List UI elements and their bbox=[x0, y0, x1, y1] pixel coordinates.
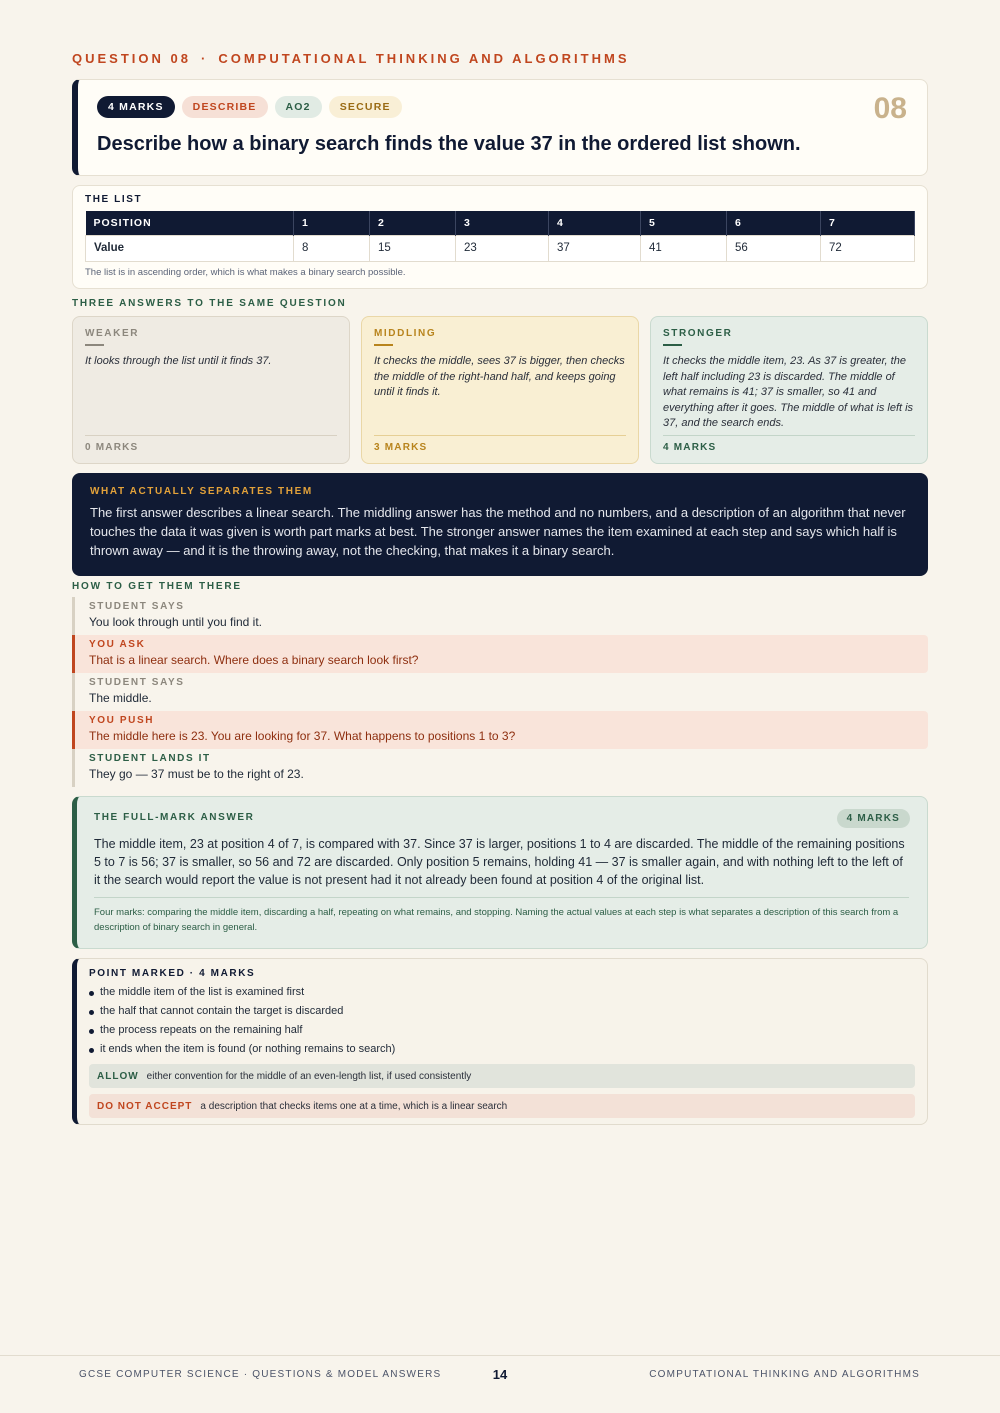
dialog-row-student-lands bbox=[72, 749, 928, 787]
dialog-line: They go — 37 must be to the right of 23. bbox=[89, 767, 304, 781]
page bbox=[72, 0, 928, 1125]
list-card bbox=[72, 185, 928, 289]
full-mark-answer-label: THE FULL-MARK ANSWER bbox=[94, 812, 255, 823]
dialog-line: You look through until you find it. bbox=[89, 615, 263, 629]
position-cell: 3 bbox=[456, 211, 549, 235]
position-cell: 1 bbox=[294, 211, 370, 235]
header-separator: · bbox=[200, 51, 209, 66]
middling-answer-label: MIDDLING bbox=[374, 328, 437, 339]
question-text: Describe how a binary search finds the value 37 in the ordered list shown. bbox=[97, 133, 801, 155]
allow-text: either convention for the middle of an even-length list, if used consistently bbox=[146, 1070, 472, 1082]
weaker-answer-label: WEAKER bbox=[85, 328, 140, 339]
dialog-speaker: STUDENT SAYS bbox=[89, 677, 185, 688]
dialog-line: The middle. bbox=[89, 691, 152, 705]
full-mark-answer-note: Four marks: comparing the middle item, discarding a half, repeating on what remains, and stopping. Naming the actual values at each step is what separates a description of this search from a description of binary search in general. bbox=[94, 897, 909, 935]
value-cell: 8 bbox=[294, 235, 370, 261]
position-cell: 7 bbox=[821, 211, 915, 235]
difficulty-tag: SECURE bbox=[329, 96, 402, 118]
stronger-answer-label: STRONGER bbox=[663, 328, 733, 339]
value-cell: 23 bbox=[456, 235, 549, 261]
middling-answer-card bbox=[361, 316, 639, 464]
answers-section-label: THREE ANSWERS TO THE SAME QUESTION bbox=[72, 298, 347, 309]
value-cell: 41 bbox=[641, 235, 727, 261]
weaker-answer-marks: 0 MARKS bbox=[85, 435, 337, 453]
weaker-answer-text: It looks through the list until it finds 37. bbox=[85, 355, 272, 367]
mark-point: it ends when the item is found (or nothing remains to search) bbox=[89, 1041, 915, 1060]
mark-scheme-card bbox=[72, 958, 928, 1125]
do-not-accept-tag: DO NOT ACCEPT bbox=[97, 1100, 193, 1112]
full-mark-answer-text: The middle item, 23 at position 4 of 7, is compared with 37. Since 37 is larger, positions 1 to 4 are discarded. The middle of the remaining positions 5 to 7 is 56; 37 is smaller, so 56 and 72 are discarded. Only position 5 remains, holding 41 — 37 is smaller again, and with nothing left to the left of it the search would report the value is not present had it not already been found at position 4 of the original list. bbox=[94, 837, 905, 887]
do-not-accept-text: a description that checks items one at a time, which is a linear search bbox=[200, 1100, 508, 1112]
value-cell: 56 bbox=[727, 235, 821, 261]
position-table bbox=[85, 211, 915, 262]
list-card-label: THE LIST bbox=[85, 194, 143, 205]
mark-scheme-label: POINT MARKED · 4 MARKS bbox=[89, 968, 256, 979]
value-cell: 72 bbox=[821, 235, 915, 261]
full-mark-marks-badge: 4 MARKS bbox=[837, 809, 910, 828]
dialog-row-teacher bbox=[72, 711, 928, 749]
list-note: The list is in ascending order, which is what makes a binary search possible. bbox=[85, 266, 406, 278]
position-cell: 2 bbox=[370, 211, 456, 235]
separates-text: The first answer describes a linear search. The middling answer has the method and no numbers, and a description of an algorithm that never touches the data it was given is worth part marks at best. The stronger answer names the item examined at each step and says which half is thrown away — and it is the throwing away, not the checking, that makes it a binary search. bbox=[90, 505, 906, 558]
answers-row bbox=[72, 316, 928, 464]
value-cell: 15 bbox=[370, 235, 456, 261]
question-tags bbox=[97, 96, 907, 118]
allow-tag: ALLOW bbox=[97, 1070, 139, 1082]
mark-point: the middle item of the list is examined first bbox=[89, 984, 915, 1003]
allow-bar bbox=[89, 1064, 915, 1088]
full-mark-answer-card bbox=[72, 796, 928, 949]
footer-book-title: GCSE COMPUTER SCIENCE · QUESTIONS & MODEL ANSWERS bbox=[79, 1369, 442, 1380]
dialog-speaker: STUDENT LANDS IT bbox=[89, 753, 211, 764]
assessment-objective-tag: AO2 bbox=[275, 96, 322, 118]
mark-points-list bbox=[89, 984, 915, 1060]
dialog-speaker: YOU PUSH bbox=[89, 715, 155, 726]
page-footer bbox=[0, 1355, 1000, 1413]
middling-answer-text: It checks the middle, sees 37 is bigger, then checks the middle of the right-hand half, and keeps going until it finds it. bbox=[374, 355, 625, 399]
question-header bbox=[72, 51, 928, 66]
marks-tag: 4 MARKS bbox=[97, 96, 175, 118]
middling-answer-marks: 3 MARKS bbox=[374, 435, 626, 453]
position-cell: 5 bbox=[641, 211, 727, 235]
value-row bbox=[86, 235, 915, 261]
value-cell: 37 bbox=[549, 235, 641, 261]
command-word-tag: DESCRIBE bbox=[182, 96, 268, 118]
question-topic: COMPUTATIONAL THINKING AND ALGORITHMS bbox=[218, 51, 630, 66]
value-row-label: Value bbox=[86, 235, 294, 261]
dialog-speaker: YOU ASK bbox=[89, 639, 146, 650]
dialog-row-teacher bbox=[72, 635, 928, 673]
stronger-answer-rule bbox=[663, 344, 682, 346]
mark-point: the half that cannot contain the target is discarded bbox=[89, 1003, 915, 1022]
footer-page-number: 14 bbox=[492, 1367, 508, 1382]
stronger-answer-text: It checks the middle item, 23. As 37 is greater, the left half including 23 is discarded. The middle of what remains is 41; 37 is smaller, so 41 and everything after it goes. The middle of what is left is 37, and the search ends. bbox=[663, 355, 914, 430]
position-cell: 6 bbox=[727, 211, 821, 235]
footer-chapter-title: COMPUTATIONAL THINKING AND ALGORITHMS bbox=[649, 1369, 920, 1380]
separates-callout bbox=[72, 473, 928, 576]
dialog-list bbox=[72, 597, 928, 787]
stronger-answer-marks: 4 MARKS bbox=[663, 435, 915, 453]
stronger-answer-card bbox=[650, 316, 928, 464]
middling-answer-rule bbox=[374, 344, 393, 346]
position-cell: 4 bbox=[549, 211, 641, 235]
question-card bbox=[72, 79, 928, 176]
dialog-line: That is a linear search. Where does a binary search look first? bbox=[89, 653, 419, 667]
question-number-label: QUESTION 08 bbox=[72, 51, 191, 66]
dialog-speaker: STUDENT SAYS bbox=[89, 601, 185, 612]
separates-label: WHAT ACTUALLY SEPARATES THEM bbox=[90, 486, 313, 497]
mark-point: the process repeats on the remaining half bbox=[89, 1022, 915, 1041]
dialog-row-student bbox=[72, 673, 928, 711]
position-header-cell: POSITION bbox=[86, 211, 294, 235]
dialog-line: The middle here is 23. You are looking for 37. What happens to positions 1 to 3? bbox=[89, 729, 516, 743]
dialog-row-student bbox=[72, 597, 928, 635]
position-header-row bbox=[86, 211, 915, 235]
dialog-section-label: HOW TO GET THEM THERE bbox=[72, 581, 242, 592]
weaker-answer-rule bbox=[85, 344, 104, 346]
question-number: 08 bbox=[873, 92, 907, 125]
weaker-answer-card bbox=[72, 316, 350, 464]
do-not-accept-bar bbox=[89, 1094, 915, 1118]
